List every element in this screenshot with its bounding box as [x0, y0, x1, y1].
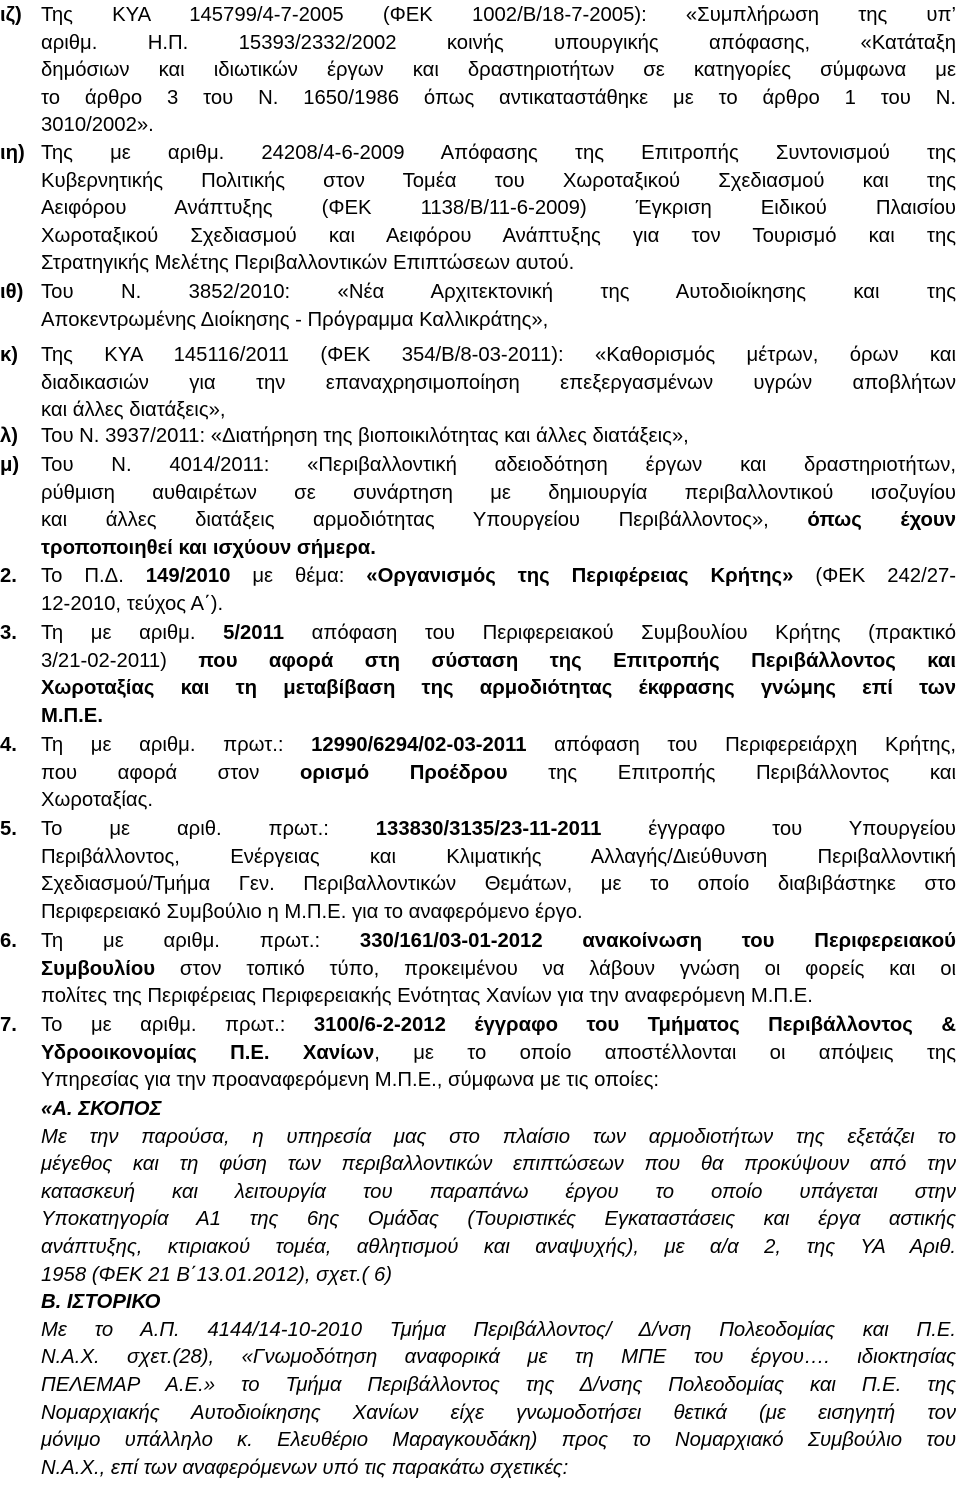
section-heading-a: «Α. ΣΚΟΠΟΣ — [41, 1098, 162, 1120]
text-line: μόνιμο υπάλληλο κ. Ελευθέριο Μαραγκουδάκη) προς το Νομαρχιακό Συμβούλιο του — [41, 1429, 956, 1452]
text-line: διαδικασιών για την επαναχρησιμοποίηση επεξεργασμένων υγρών αποβλήτων — [41, 371, 956, 394]
text-line: κατασκευή και λειτουργία του παραπάνω έργου το οποίο υπάγεται στην — [41, 1180, 956, 1203]
text-line: Με την παρούσα, η υπηρεσία μας στο πλαίσιο των αρμοδιοτήτων της εξετάζει το — [41, 1125, 956, 1148]
text-line: που αφορά στον ορισμό Προέδρου της Επιτροπής Περιβάλλοντος και — [41, 761, 957, 784]
list-item-ih — [0, 140, 956, 278]
text-line: Του Ν. 3852/2010: «Νέα Αρχιτεκτονική της Αυτοδιοίκησης και της — [41, 281, 956, 303]
list-item-ith — [0, 279, 956, 334]
item-number: 5. — [0, 818, 17, 840]
text-line: Τη με αριθμ. πρωτ.: 12990/6294/02-03-2011 απόφαση του Περιφερειάρχη Κρήτης, — [41, 734, 956, 756]
text-line: Κυβερνητικής Πολιτικής στον Τομέα του Χωροταξικού Σχεδιασμού και της — [41, 169, 956, 192]
text-line: Χωροταξίας και τη μεταβίβαση της αρμοδιότητας έκφρασης γνώμης επί των — [41, 677, 956, 700]
item-number: 6. — [0, 930, 17, 952]
text-line: Της ΚΥΑ 145799/4-7-2005 (ΦΕΚ 1002/Β/18-7-2005): «Συμπλήρωση της υπ’ — [41, 4, 956, 26]
text-line: αριθμ. Η.Π. 15393/2332/2002 κοινής υπουργικής απόφασης, «Κατάταξη — [41, 31, 956, 54]
text-line: 3/21-02-2011) που αφορά στη σύσταση της Επιτροπής Περιβάλλοντος και — [41, 649, 956, 672]
text-line: 1958 (ΦΕΚ 21 Β΄13.01.2012), σχετ.( 6) — [41, 1263, 393, 1286]
text-line: τροποποιηθεί και ισχύουν σήμερα. — [41, 536, 376, 559]
text-line: Του Ν. 4014/2011: «Περιβαλλοντική αδειοδότηση έργων και δραστηριοτήτων, — [41, 454, 956, 476]
text-line: Ν.Α.Χ., επί των αναφερόμενων υπό τις παρακάτω σχετικές: — [41, 1456, 569, 1479]
text-line: Το με αριθ. πρωτ.: 133830/3135/23-11-2011 έγγραφο του Υπουργείου — [41, 818, 956, 840]
text-line: Σχεδιασμού/Τμήμα Γεν. Περιβαλλοντικών Θεμάτων, με το οποίο διαβιβάστηκε στο — [41, 873, 956, 896]
text-line: Υπηρεσίας για την προαναφερόμενη Μ.Π.Ε., σύμφωνα με τις οποίες: — [41, 1069, 660, 1092]
text-line: δημόσιων και ιδιωτικών έργων και δραστηριοτήτων σε κατηγορίες σύμφωνα με — [41, 59, 956, 82]
list-item-6 — [0, 928, 956, 1011]
item-label: ιη) — [0, 142, 25, 164]
text-line: Ν.Α.Χ. σχετ.(28), «Γνωμοδότηση αναφορικά με τη ΜΠΕ του έργου…. ιδιοκτησίας — [41, 1346, 956, 1369]
text-line: Χωροταξικού Σχεδιασμού και Αειφόρου Ανάπτυξης για τον Τουρισμό και της — [41, 224, 956, 247]
list-item-5 — [0, 816, 956, 926]
list-item-3 — [0, 620, 956, 730]
item-label: μ) — [0, 454, 20, 476]
item-label: ιθ) — [0, 281, 24, 303]
text-line: Αποκεντρωμένης Διοίκησης - Πρόγραμμα Καλλικράτης», — [41, 308, 549, 331]
list-item-l — [0, 423, 956, 451]
item-label: κ) — [0, 344, 19, 366]
text-line: Υδροοικονομίας Π.Ε. Χανίων, με το οποίο αποστέλλονται οι απόψεις της — [41, 1041, 956, 1064]
list-item-k — [0, 342, 956, 425]
text-line: Τη με αριθμ. 5/2011 απόφαση του Περιφερειακού Συμβουλίου Κρήτης (πρακτικό — [41, 622, 957, 644]
text-line: Υποκατηγορία Α1 της 6ης Ομάδας (Τουριστικές Εγκαταστάσεις και έργα αστικής — [41, 1208, 956, 1231]
text-line: Στρατηγικής Μελέτης Περιβαλλοντικών Επιπτώσεων αυτού. — [41, 252, 575, 275]
item-number: 3. — [0, 622, 17, 644]
text-line: Το με αριθμ. πρωτ.: 3100/6-2-2012 έγγραφο του Τμήματος Περιβάλλοντος & — [41, 1014, 956, 1036]
text-line: Αειφόρου Ανάπτυξης (ΦΕΚ 1138/Β/11-6-2009) Έγκριση Ειδικού Πλαισίου — [41, 197, 956, 220]
text-line: Της με αριθμ. 24208/4-6-2009 Απόφασης της Επιτροπής Συντονισμού της — [41, 142, 956, 164]
text-line: και άλλες διατάξεις», — [41, 399, 226, 422]
text-line: το άρθρο 3 του Ν. 1650/1986 όπως αντικαταστάθηκε με το άρθρο 1 του Ν. — [41, 86, 956, 109]
text-line: μέγεθος και τη φύση των περιβαλλοντικών επιπτώσεων που θα προκύψουν από την — [41, 1153, 956, 1176]
text-line: 12-2010, τεύχος Α΄). — [41, 592, 224, 615]
item-number: 4. — [0, 734, 17, 756]
item-number: 2. — [0, 565, 17, 587]
text-line: Με το Α.Π. 4144/14-10-2010 Τμήμα Περιβάλλοντος/ Δ/νση Πολεοδομίας και Π.Ε. — [41, 1318, 956, 1341]
text-line: Χωροταξίας. — [41, 789, 154, 812]
section-heading-b: Β. ΙΣΤΟΡΙΚΟ — [41, 1291, 161, 1314]
item-label: λ) — [0, 425, 19, 447]
text-line: Το Π.Δ. 149/2010 με θέμα: «Οργανισμός της Περιφέρειας Κρήτης» (ΦΕΚ 242/27- — [41, 565, 957, 587]
text-line: 3010/2002». — [41, 114, 154, 137]
text-line: Μ.Π.Ε. — [41, 704, 103, 727]
item-number: 7. — [0, 1014, 17, 1036]
text-line: Της ΚΥΑ 145116/2011 (ΦΕΚ 354/Β/8-03-2011): «Καθορισμός μέτρων, όρων και — [41, 344, 956, 366]
text-line: Τη με αριθμ. πρωτ.: 330/161/03-01-2012 ανακοίνωση του Περιφερειακού — [41, 930, 956, 952]
list-item-4 — [0, 732, 956, 815]
list-item-iz — [0, 2, 956, 140]
text-line: Του Ν. 3937/2011: «Διατήρηση της βιοποικιλότητας και άλλες διατάξεις», — [41, 425, 689, 447]
text-line: Περιβάλλοντος, Ενέργειας και Κλιματικής Αλλαγής/Διεύθυνση Περιβαλλοντική — [41, 845, 956, 868]
text-line: Συμβουλίου στον τοπικό τύπο, προκειμένου να λάβουν γνώση οι φορείς και οι — [41, 957, 956, 980]
text-line: και άλλες διατάξεις αρμοδιότητας Υπουργείου Περιβάλλοντος», όπως έχουν — [41, 509, 956, 532]
text-line: Περιφερειακό Συμβούλιο η Μ.Π.Ε. για το αναφερόμενο έργο. — [41, 900, 583, 923]
quoted-opinion — [41, 1096, 956, 1482]
text-line: ΠΕΛΕΜΑΡ Α.Ε.» το Τμήμα Περιβάλλοντος της Δ/νσης Πολεοδομίας και Π.Ε. της — [41, 1373, 956, 1396]
text-line: πολίτες της Περιφέρειας Περιφερειακής Ενότητας Χανίων για την αναφερόμενη Μ.Π.Ε. — [41, 985, 813, 1008]
text-line: ανάπτυξης, κτιριακού τομέα, αθλητισμού και αναψυχής), με α/α 2, της ΥΑ Αριθ. — [41, 1235, 956, 1258]
text-line: Νομαρχιακής Αυτοδιοίκησης Χανίων είχε γνωμοδοτήσει θετικά (με εισηγητή τον — [41, 1401, 956, 1424]
list-item-7 — [0, 1012, 956, 1095]
item-label: ιζ) — [0, 4, 22, 26]
list-item-m — [0, 452, 956, 562]
text-line: ρύθμιση αυθαιρέτων σε συνάρτηση με δημιουργία περιβαλλοντικού ισοζυγίου — [41, 481, 956, 504]
list-item-2 — [0, 563, 956, 618]
